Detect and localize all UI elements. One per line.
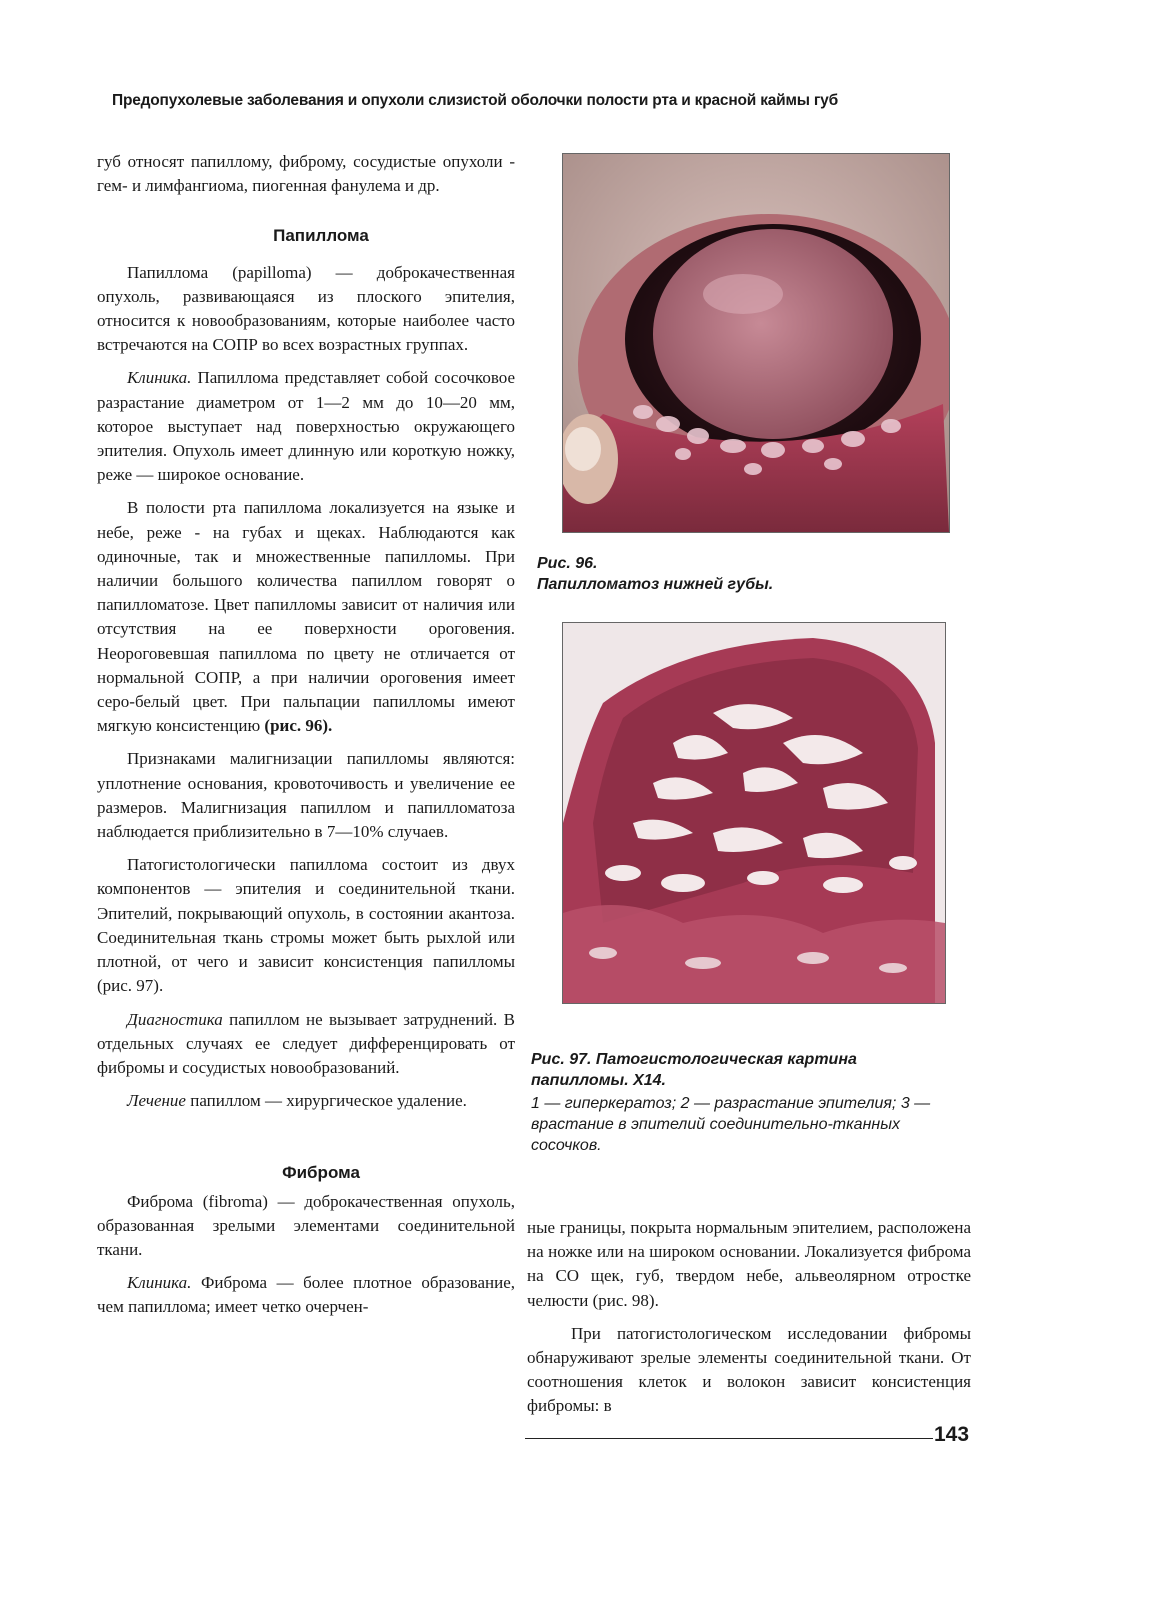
papilloma-histology-micrograph <box>563 623 945 1003</box>
intro-paragraph: губ относят папиллому, фиброму, сосудистые опухоли - гем- и лимфангиома, пиогенная фанулема и др. <box>97 152 515 196</box>
diagnostics-label: Диагностика <box>127 1009 223 1029</box>
fibroma-definition: Фиброма (fibroma) — доброкачественная опухоль, образованная зрелыми элементами соединительной ткани. <box>97 1191 515 1259</box>
right-column <box>527 1216 971 1428</box>
clinic-label: Клиника. <box>127 368 192 388</box>
page-number: 143 <box>934 1423 970 1446</box>
fibroma-heading: Фиброма <box>282 1163 360 1183</box>
papilloma-heading: Папиллома <box>273 226 369 246</box>
fibroma-continuation: ные границы, покрыта нормальным эпителием, расположена на ножке или на широком основании. Локализуется фиброма на СО щек, губ, твердом небе, альвеолярном отростке челюсти (рис. 98). <box>527 1218 971 1310</box>
fibroma-clinic-label: Клиника. <box>127 1273 192 1293</box>
treatment-label: Лечение <box>127 1091 186 1111</box>
fibroma-clinic <box>97 1271 515 1319</box>
fibroma-histology: При патогистологическом исследовании фибромы обнаруживают зрелые элементы соединительной ткани. От соотношения клеток и волокон зависит консистенция фибромы: в <box>527 1323 971 1416</box>
figure-96-label: Рис. 96. <box>537 555 598 572</box>
figure-96-caption <box>537 553 937 595</box>
figure-97-legend: 1 — гиперкератоз; 2 — разрастание эпителия; 3 — врастание в эпителий соединительно-тканных сосочков. <box>531 1095 931 1154</box>
figure-96-photo <box>562 153 950 533</box>
localization-text: В полости рта папиллома локализуется на языке и небе, реже - на губах и щеках. Наблюдаются как одиночные, так и множественные папилломы. При наличии большого количества папиллом говорят о папилломатозе. Цвет папилломы зависит от наличия или отсутствия на ее поверхности ороговения. Неороговевшая папиллома по цвету не отличается от нормальной СОПР, а при наличии ороговения имеет серо-белый цвет. При пальпации папилломы имеют мягкую консистенцию <box>97 498 515 736</box>
papilloma-malignization: Признаками малигнизации папилломы являются: уплотнение основания, кровоточивость и увеличение ее размеров. Малигнизация папиллом и папилломатоза наблюдается приблизительно в 7—10% случаев. <box>97 749 515 842</box>
papilloma-definition: Папиллома (papilloma) — доброкачественная опухоль, развивающаяся из плоского эпителия, относится к новообразованиям, которые наиболее часто встречаются на СОПР во всех возрастных группах. <box>97 262 515 355</box>
papilloma-histology: Патогистологически папиллома состоит из двух компонентов — эпителия и соединительной ткани. Эпителий, покрывающий опухоль, в состоянии акантоза. Соединительная ткань стромы может быть рыхлой или плотной, от чего и зависит консистенция папилломы (рис. 97). <box>97 855 515 996</box>
papilloma-localization <box>97 496 515 738</box>
diagnostics-text: папиллом не вызывает затруднений. В отдельных случаях ее следует дифференцировать от фибромы и сосудистых новообразований. <box>97 1009 515 1077</box>
papilloma-treatment <box>97 1089 515 1113</box>
figure-96-title: Папилломатоз нижней губы. <box>537 576 774 593</box>
left-column <box>97 150 515 1329</box>
papilloma-clinic <box>97 366 515 487</box>
treatment-text: папиллом — хирургическое удаление. <box>185 1091 467 1111</box>
figure-97-title: Рис. 97. Патогистологическая картина папилломы. X14. <box>531 1051 857 1089</box>
footer-rule <box>525 1438 933 1439</box>
running-title: Предопухолевые заболевания и опухоли слизистой оболочки полости рта и красной каймы губ <box>112 92 838 109</box>
lip-papillomatosis-photo <box>563 154 949 532</box>
figure-97-micrograph <box>562 622 946 1004</box>
fig96-reference: (рис. 96). <box>264 716 333 736</box>
figure-97-caption <box>531 1049 951 1156</box>
fibroma-clinic-text: Фиброма — более плотное образование, чем папиллома; имеет четко очерчен- <box>97 1273 515 1317</box>
papilloma-diagnostics <box>97 1008 515 1081</box>
clinic-text: Папиллома представляет собой сосочковое разрастание диаметром от 1—2 мм до 10—20 мм, которое выступает над поверхностью окружающего эпителия. Опухоль имеет длинную или короткую ножку, реже — широкое основание. <box>97 368 515 485</box>
